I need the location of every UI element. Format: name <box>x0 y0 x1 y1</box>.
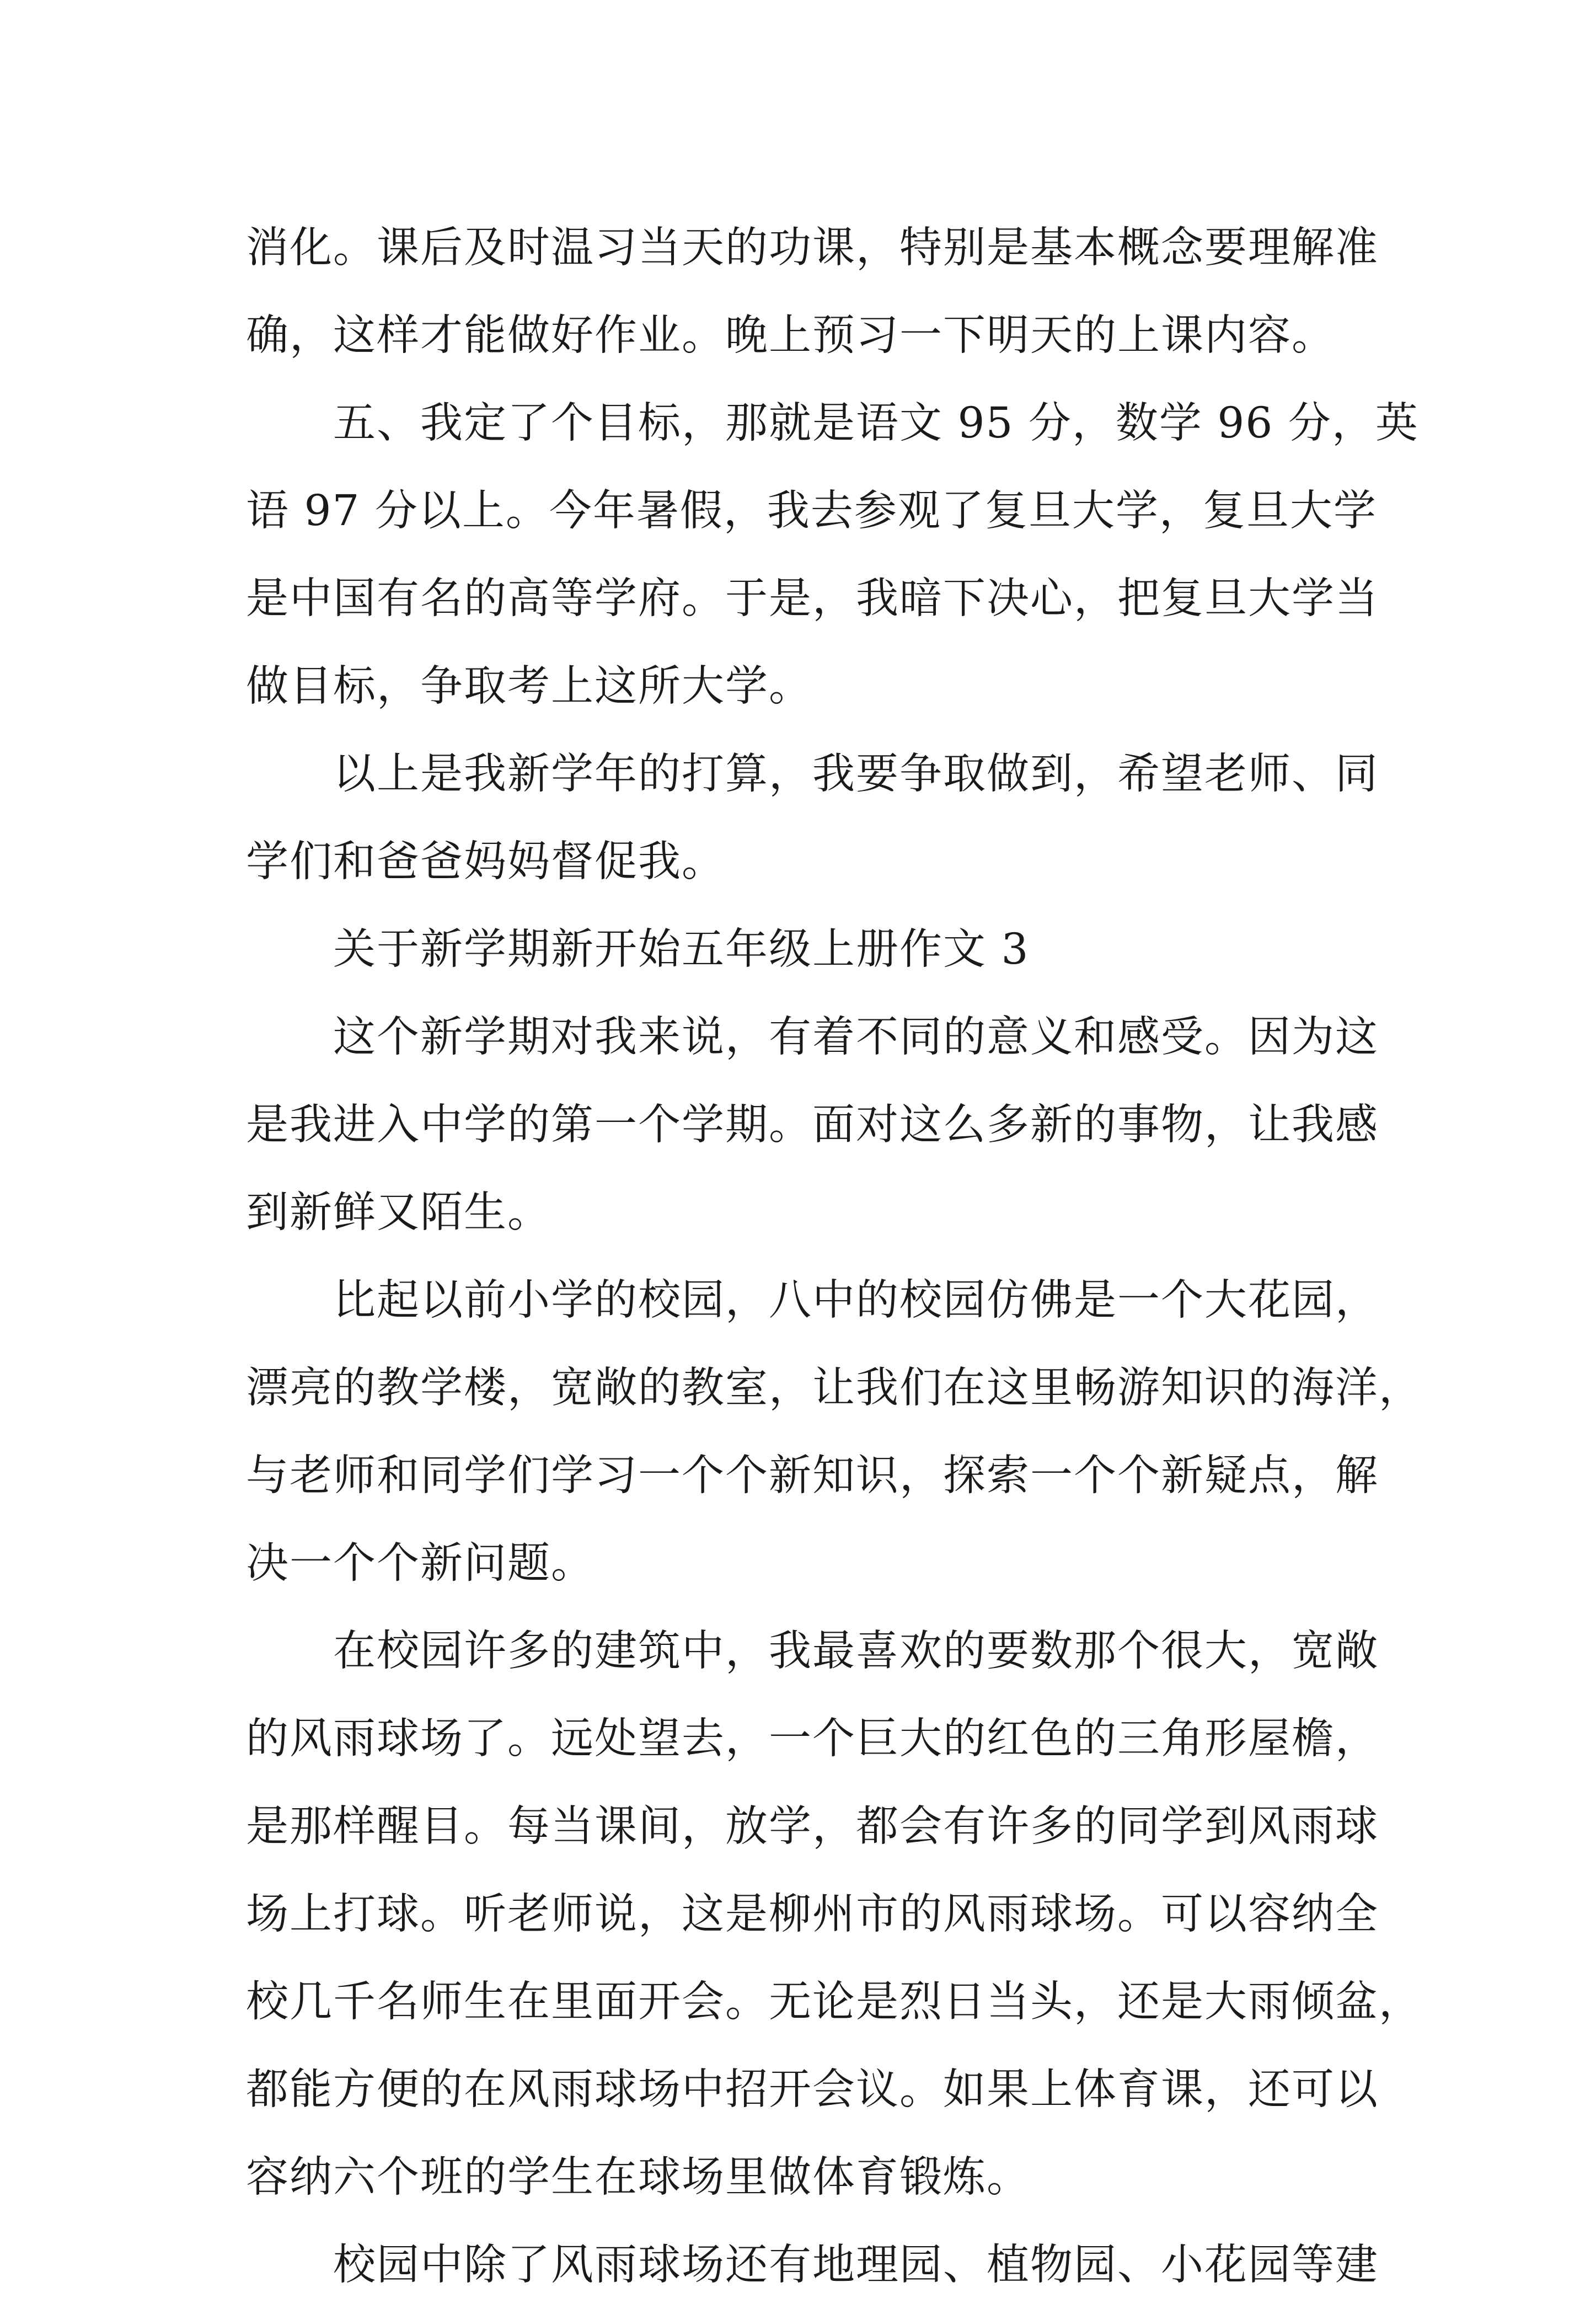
text-line: 五、我定了个目标，那就是语文 95 分，数学 96 分，英 <box>333 399 1419 448</box>
text-line: 做目标，争取考上这所大学。 <box>246 662 812 711</box>
section-heading: 关于新学期新开始五年级上册作文 3 <box>333 925 1030 974</box>
text-line: 都能方便的在风雨球场中招开会议。如果上体育课，还可以 <box>246 2065 1379 2114</box>
text-line: 场上打球。听老师说，这是柳州市的风雨球场。可以容纳全 <box>246 1890 1379 1939</box>
text-line: 以上是我新学年的打算，我要争取做到，希望老师、同 <box>333 750 1379 799</box>
text-line: 是那样醒目。每当课间，放学，都会有许多的同学到风雨球 <box>246 1802 1379 1851</box>
text-line: 这个新学期对我来说，有着不同的意义和感受。因为这 <box>333 1013 1379 1062</box>
text-line: 消化。课后及时温习当天的功课，特别是基本概念要理解准 <box>246 223 1379 272</box>
text-line: 在校园许多的建筑中，我最喜欢的要数那个很大，宽敞 <box>333 1627 1379 1676</box>
text-line: 校园中除了风雨球场还有地理园、植物园、小花园等建 <box>333 2241 1379 2290</box>
text-line: 学们和爸爸妈妈督促我。 <box>246 837 725 886</box>
text-line: 比起以前小学的校园，八中的校园仿佛是一个大花园， <box>333 1276 1379 1325</box>
text-line: 确，这样才能做好作业。晚上预习一下明天的上课内容。 <box>246 311 1335 360</box>
text-line: 与老师和同学们学习一个个新知识，探索一个个新疑点，解 <box>246 1451 1379 1500</box>
text-line: 语 97 分以上。今年暑假，我去参观了复旦大学，复旦大学 <box>246 487 1377 536</box>
text-line: 是中国有名的高等学府。于是，我暗下决心，把复旦大学当 <box>246 574 1379 623</box>
text-line: 的风雨球场了。远处望去，一个巨大的红色的三角形屋檐， <box>246 1714 1379 1763</box>
text-line: 校几千名师生在里面开会。无论是烈日当头，还是大雨倾盆， <box>246 1977 1422 2027</box>
text-line: 是我进入中学的第一个学期。面对这么多新的事物，让我感 <box>246 1100 1379 1150</box>
document-body <box>246 204 1422 2309</box>
text-line: 容纳六个班的学生在球场里做体育锻炼。 <box>246 2153 1030 2202</box>
text-line: 到新鲜又陌生。 <box>246 1188 551 1237</box>
text-line: 漂亮的教学楼，宽敞的教室，让我们在这里畅游知识的海洋， <box>246 1364 1422 1413</box>
text-line: 决一个个新问题。 <box>246 1539 595 1588</box>
